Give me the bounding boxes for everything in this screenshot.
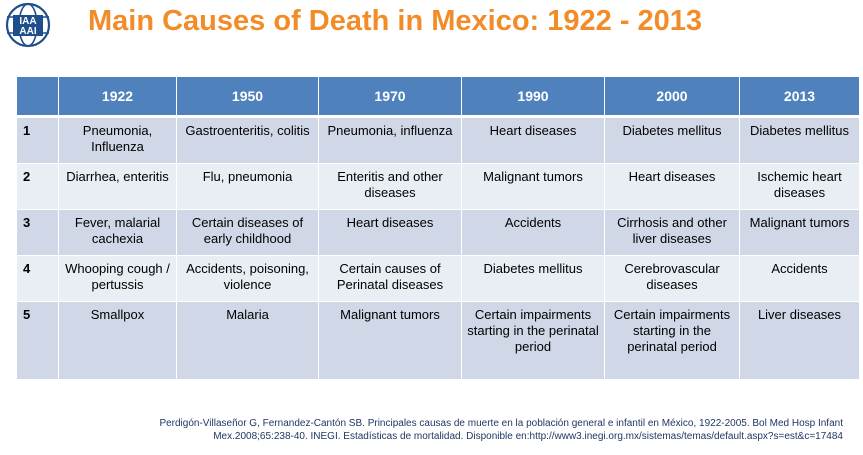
cause-cell: Certain impairments starting in the perinatal period (462, 302, 605, 380)
cause-cell: Malignant tumors (319, 302, 462, 380)
table-row (17, 164, 860, 210)
cause-cell: Pneumonia, influenza (319, 117, 462, 164)
citation-line: Perdigón-Villaseñor G, Fernandez-Cantón SB. Principales causas de muerte en la población general e infantil en México, 1922-2005. Bol Med Hosp Infant (159, 418, 843, 429)
citation-line: Mex.2008;65:238-40. INEGI. Estadísticas de mortalidad. Disponible en:http://www3.inegi.org.mx/sistemas/temas/default.aspx?s=est&c=17484 (213, 431, 843, 442)
cause-cell: Certain impairments starting in the perinatal period (605, 302, 740, 380)
page-title: Main Causes of Death in Mexico: 1922 - 2013 (88, 5, 703, 37)
table-row (17, 117, 860, 164)
header-year: 1990 (462, 77, 605, 117)
rank-cell: 1 (17, 117, 59, 164)
cause-cell: Cirrhosis and other liver diseases (605, 210, 740, 256)
cause-cell: Diabetes mellitus (605, 117, 740, 164)
cause-cell: Flu, pneumonia (177, 164, 319, 210)
cause-cell: Cerebrovascular diseases (605, 256, 740, 302)
table-row (17, 302, 860, 380)
cause-cell: Gastroenteritis, colitis (177, 117, 319, 164)
citation (0, 417, 843, 443)
iaaai-logo-icon (4, 2, 52, 48)
cause-cell: Enteritis and other diseases (319, 164, 462, 210)
cause-cell: Malignant tumors (462, 164, 605, 210)
cause-cell: Accidents, poisoning, violence (177, 256, 319, 302)
header-year: 1922 (59, 77, 177, 117)
header-rank (17, 77, 59, 117)
table-row (17, 210, 860, 256)
header-year: 2000 (605, 77, 740, 117)
cause-cell: Malaria (177, 302, 319, 380)
rank-cell: 2 (17, 164, 59, 210)
table-header-row (17, 77, 860, 117)
cause-cell: Diabetes mellitus (740, 117, 860, 164)
header-year: 1970 (319, 77, 462, 117)
cause-cell: Fever, malarial cachexia (59, 210, 177, 256)
cause-cell: Whooping cough / pertussis (59, 256, 177, 302)
cause-cell: Pneumonia, Influenza (59, 117, 177, 164)
cause-cell: Liver diseases (740, 302, 860, 380)
cause-cell: Accidents (740, 256, 860, 302)
rank-cell: 5 (17, 302, 59, 380)
cause-cell: Diabetes mellitus (462, 256, 605, 302)
cause-cell: Certain diseases of early childhood (177, 210, 319, 256)
cause-cell: Certain causes of Perinatal diseases (319, 256, 462, 302)
cause-cell: Ischemic heart diseases (740, 164, 860, 210)
header-year: 1950 (177, 77, 319, 117)
rank-cell: 4 (17, 256, 59, 302)
logo-text-line1: IAA (19, 16, 37, 27)
cause-cell: Diarrhea, enteritis (59, 164, 177, 210)
logo-text-line2: AAI (19, 26, 37, 37)
cause-cell: Heart diseases (605, 164, 740, 210)
causes-table (16, 76, 860, 380)
cause-cell: Heart diseases (319, 210, 462, 256)
rank-cell: 3 (17, 210, 59, 256)
cause-cell: Smallpox (59, 302, 177, 380)
table-row (17, 256, 860, 302)
cause-cell: Accidents (462, 210, 605, 256)
cause-cell: Heart diseases (462, 117, 605, 164)
header-year: 2013 (740, 77, 860, 117)
cause-cell: Malignant tumors (740, 210, 860, 256)
